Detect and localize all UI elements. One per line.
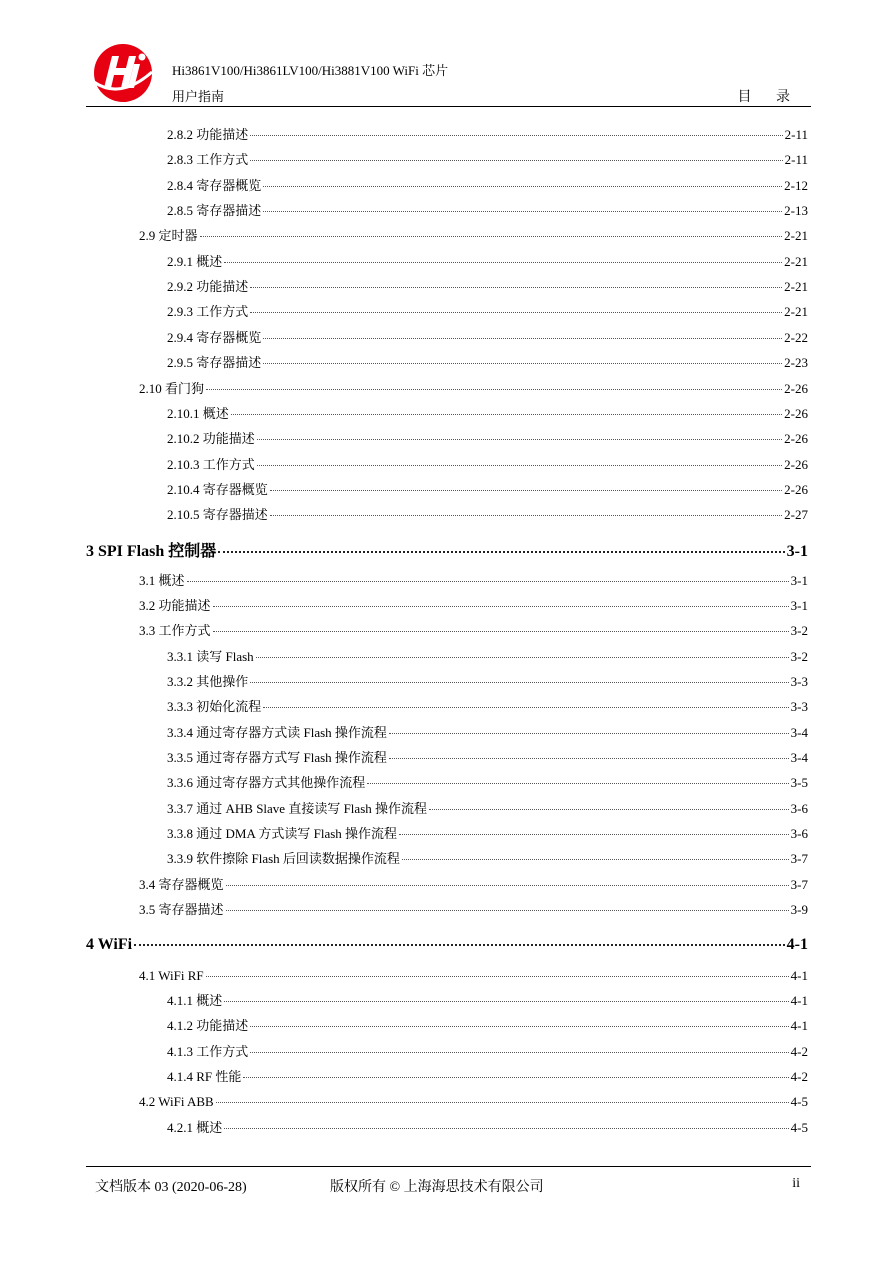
toc-entry-page: 4-5 <box>790 1119 808 1135</box>
toc-entry-label: 2.10.2 功能描述 <box>167 431 255 447</box>
toc-leader-dots <box>213 617 789 632</box>
toc-entry-label: 4.1 WiFi RF <box>139 967 204 983</box>
toc-entry-label: 3.3.5 通过寄存器方式写 Flash 操作流程 <box>167 750 387 766</box>
toc-entry[interactable] <box>167 747 808 767</box>
toc-entry-page: 3-9 <box>790 902 808 918</box>
toc-leader-dots <box>224 1114 788 1129</box>
toc-leader-dots <box>224 987 788 1002</box>
toc-entry-page: 2-12 <box>784 177 808 193</box>
toc-leader-dots <box>200 222 783 237</box>
toc-entry-label: 2.10.5 寄存器描述 <box>167 507 268 523</box>
toc-entry-page: 2-26 <box>784 405 808 421</box>
toc-leader-dots <box>250 121 782 136</box>
toc-entry[interactable] <box>167 454 808 474</box>
toc-entry-page: 3-1 <box>790 597 808 613</box>
toc-entry-page: 2-21 <box>784 279 808 295</box>
toc-entry-page: 2-23 <box>784 355 808 371</box>
toc-entry[interactable] <box>167 479 808 499</box>
toc-leader-dots <box>213 592 789 607</box>
toc-entry[interactable] <box>139 378 808 398</box>
toc-leader-dots <box>231 400 782 415</box>
toc-leader-dots <box>270 476 782 491</box>
toc-entry-label: 2.8.5 寄存器描述 <box>167 203 262 219</box>
toc-entry-page: 2-21 <box>784 304 808 320</box>
toc-leader-dots <box>187 567 789 582</box>
toc-leader-dots <box>226 896 789 911</box>
toc-entry-label: 3.3.7 通过 AHB Slave 直接读写 Flash 操作流程 <box>167 800 428 816</box>
toc-leader-dots <box>206 962 789 977</box>
toc-leader-dots <box>216 1088 789 1103</box>
toc-entry[interactable] <box>167 428 808 448</box>
toc-entry[interactable] <box>167 200 808 220</box>
toc-entry-page: 3-5 <box>790 775 808 791</box>
toc-entry[interactable] <box>167 646 808 666</box>
toc-entry-page: 4-2 <box>790 1068 808 1084</box>
toc-leader-dots <box>263 693 788 708</box>
toc-entry[interactable] <box>167 124 808 144</box>
toc-entry[interactable] <box>167 327 808 347</box>
toc-entry-label: 4.2.1 概述 <box>167 1119 223 1135</box>
toc-entry-label: 3.3.2 其他操作 <box>167 674 249 689</box>
toc-entry-page: 2-26 <box>784 456 808 472</box>
toc-entry-page: 3-2 <box>790 648 808 664</box>
toc-entry-label: 2.9.1 概述 <box>167 253 223 269</box>
toc-entry-page: 2-22 <box>784 329 808 345</box>
toc-entry-label: 4.1.3 工作方式 <box>167 1043 249 1059</box>
toc-entry-page: 3-4 <box>790 724 808 740</box>
toc-entry[interactable] <box>167 798 808 818</box>
toc-entry-label: 2.9.3 工作方式 <box>167 304 249 320</box>
toc-entry-page: 3-7 <box>790 851 808 867</box>
toc-entry-label: 4 WiFi <box>86 935 133 953</box>
toc-entry-label: 3 SPI Flash 控制器 <box>86 542 217 560</box>
toc-entry-page: 3-6 <box>790 826 808 842</box>
toc-entry[interactable] <box>139 1091 808 1111</box>
toc-leader-dots <box>367 769 788 784</box>
toc-leader-dots <box>263 172 782 187</box>
toc-entry-page: 3-3 <box>790 699 808 715</box>
toc-leader-dots <box>263 324 782 339</box>
toc-entry-page: 3-1 <box>786 542 808 560</box>
toc-entry[interactable] <box>167 722 808 742</box>
toc-entry-page: 2-13 <box>784 203 808 219</box>
toc-entry[interactable] <box>167 1066 808 1086</box>
toc-leader-dots <box>206 375 782 390</box>
toc-entry-label: 3.2 功能描述 <box>139 597 211 613</box>
toc-leader-dots <box>257 451 782 466</box>
toc-entry[interactable] <box>167 149 808 169</box>
toc-entry[interactable] <box>167 772 808 792</box>
toc-leader-dots <box>256 643 789 658</box>
toc-entry[interactable] <box>139 965 808 985</box>
toc-entry-label: 2.8.2 功能描述 <box>167 127 249 142</box>
toc-entry[interactable] <box>167 848 808 868</box>
section-name: 目 录 <box>737 89 800 105</box>
toc-entry-label: 3.3.1 读写 Flash <box>167 648 254 664</box>
toc-entry[interactable] <box>167 276 808 296</box>
toc-entry-page: 3-6 <box>790 800 808 816</box>
toc-entry-page: 4-5 <box>790 1094 808 1110</box>
toc-leader-dots <box>218 537 784 553</box>
toc-entry[interactable] <box>139 570 808 590</box>
toc-entry-label: 3.3.8 通过 DMA 方式读写 Flash 操作流程 <box>167 826 398 842</box>
toc-leader-dots <box>402 845 789 860</box>
toc-entry[interactable] <box>167 1041 808 1061</box>
toc-entry[interactable] <box>167 504 808 524</box>
toc-leader-dots <box>250 668 788 683</box>
copyright-notice: 版权所有 © 上海海思技术有限公司 <box>330 1180 544 1195</box>
document-subtitle: 用户指南 <box>172 90 225 105</box>
header-divider <box>86 106 811 107</box>
toc-leader-dots <box>429 795 789 810</box>
toc-entry[interactable] <box>167 251 808 271</box>
hisilicon-logo-icon <box>90 42 156 104</box>
toc-entry-page: 4-1 <box>790 967 808 983</box>
toc-entry-label: 2.9.5 寄存器描述 <box>167 355 262 371</box>
toc-entry-label: 2.9 定时器 <box>139 228 198 244</box>
toc-entry-page: 2-26 <box>784 431 808 447</box>
toc-leader-dots <box>389 744 789 759</box>
toc-entry-label: 4.1.2 功能描述 <box>167 1018 249 1034</box>
toc-entry-label: 2.10.4 寄存器概览 <box>167 481 268 497</box>
document-version: 文档版本 03 (2020-06-28) <box>95 1180 247 1195</box>
toc-leader-dots <box>270 501 782 516</box>
toc-entry[interactable] <box>139 874 808 894</box>
toc-entry-page: 3-3 <box>790 674 808 689</box>
toc-leader-dots <box>243 1063 788 1078</box>
toc-entry-label: 3.3.4 通过寄存器方式读 Flash 操作流程 <box>167 724 387 740</box>
toc-entry-page: 3-7 <box>790 876 808 892</box>
toc-entry-label: 2.8.4 寄存器概览 <box>167 177 262 193</box>
toc-entry-page: 2-26 <box>784 380 808 396</box>
toc-leader-dots <box>250 1038 788 1053</box>
toc-entry[interactable] <box>139 225 808 245</box>
toc-leader-dots <box>389 719 789 734</box>
toc-entry-label: 2.10 看门狗 <box>139 380 205 396</box>
toc-entry-page: 3-2 <box>790 623 808 639</box>
toc-entry-page: 4-1 <box>786 935 808 953</box>
toc-entry-label: 4.1.1 概述 <box>167 992 223 1008</box>
document-title: Hi3861V100/Hi3861LV100/Hi3881V100 WiFi 芯片 <box>172 63 449 78</box>
toc-entry[interactable] <box>167 1117 808 1137</box>
toc-entry[interactable] <box>167 301 808 321</box>
toc-leader-dots <box>399 820 789 835</box>
toc-entry[interactable] <box>167 990 808 1010</box>
toc-entry-label: 2.9.2 功能描述 <box>167 279 249 295</box>
toc-entry-label: 2.10.1 概述 <box>167 405 229 421</box>
toc-entry-page: 2-21 <box>784 228 808 244</box>
toc-leader-dots <box>263 349 782 364</box>
toc-leader-dots <box>263 197 782 212</box>
toc-entry-label: 2.8.3 工作方式 <box>167 152 249 168</box>
toc-entry-label: 3.4 寄存器概览 <box>139 876 224 892</box>
toc-entry-page: 2-21 <box>784 253 808 269</box>
footer-divider <box>86 1166 811 1167</box>
toc-entry-page: 4-1 <box>790 992 808 1008</box>
toc-entry-page: 3-4 <box>790 750 808 766</box>
toc-entry[interactable] <box>139 595 808 615</box>
toc-entry[interactable] <box>167 696 808 716</box>
toc-entry-page: 3-1 <box>790 572 808 588</box>
toc-entry[interactable] <box>167 403 808 423</box>
toc-entry[interactable] <box>86 933 808 957</box>
toc-entry-label: 3.3 工作方式 <box>139 623 211 639</box>
toc-leader-dots <box>250 298 782 313</box>
toc-entry-page: 2-27 <box>784 507 808 523</box>
toc-leader-dots <box>250 146 782 161</box>
toc-entry[interactable] <box>167 175 808 195</box>
toc-entry[interactable] <box>167 352 808 372</box>
toc-leader-dots <box>250 1012 788 1027</box>
toc-entry[interactable] <box>167 671 808 691</box>
toc-entry-label: 2.9.4 寄存器概览 <box>167 329 262 345</box>
toc-entry-page: 4-1 <box>790 1018 808 1034</box>
toc-entry-page: 4-2 <box>790 1043 808 1059</box>
toc-entry-label: 3.1 概述 <box>139 572 185 588</box>
toc-leader-dots <box>134 930 785 946</box>
toc-entry[interactable] <box>86 538 808 562</box>
toc-entry-label: 4.1.4 RF 性能 <box>167 1068 242 1084</box>
toc-entry[interactable] <box>139 620 808 640</box>
toc-leader-dots <box>257 425 782 440</box>
toc-entry-page: 2-26 <box>784 481 808 497</box>
toc-entry-label: 2.10.3 工作方式 <box>167 456 255 472</box>
toc-entry-page: 2-11 <box>784 152 808 168</box>
toc-entry-label: 3.3.9 软件擦除 Flash 后回读数据操作流程 <box>167 851 400 867</box>
toc-entry[interactable] <box>167 823 808 843</box>
page-number: ii <box>792 1176 800 1191</box>
toc-entry-label: 4.2 WiFi ABB <box>139 1094 214 1110</box>
toc-entry[interactable] <box>167 1015 808 1035</box>
page-header <box>0 0 892 110</box>
toc-leader-dots <box>224 248 782 263</box>
toc-leader-dots <box>226 871 789 886</box>
toc-entry-label: 3.3.6 通过寄存器方式其他操作流程 <box>167 775 366 791</box>
toc-entry-page: 2-11 <box>784 127 808 142</box>
toc-entry-label: 3.3.3 初始化流程 <box>167 699 262 715</box>
toc-entry[interactable] <box>139 899 808 919</box>
toc-leader-dots <box>250 273 782 288</box>
toc-entry-label: 3.5 寄存器描述 <box>139 902 224 918</box>
